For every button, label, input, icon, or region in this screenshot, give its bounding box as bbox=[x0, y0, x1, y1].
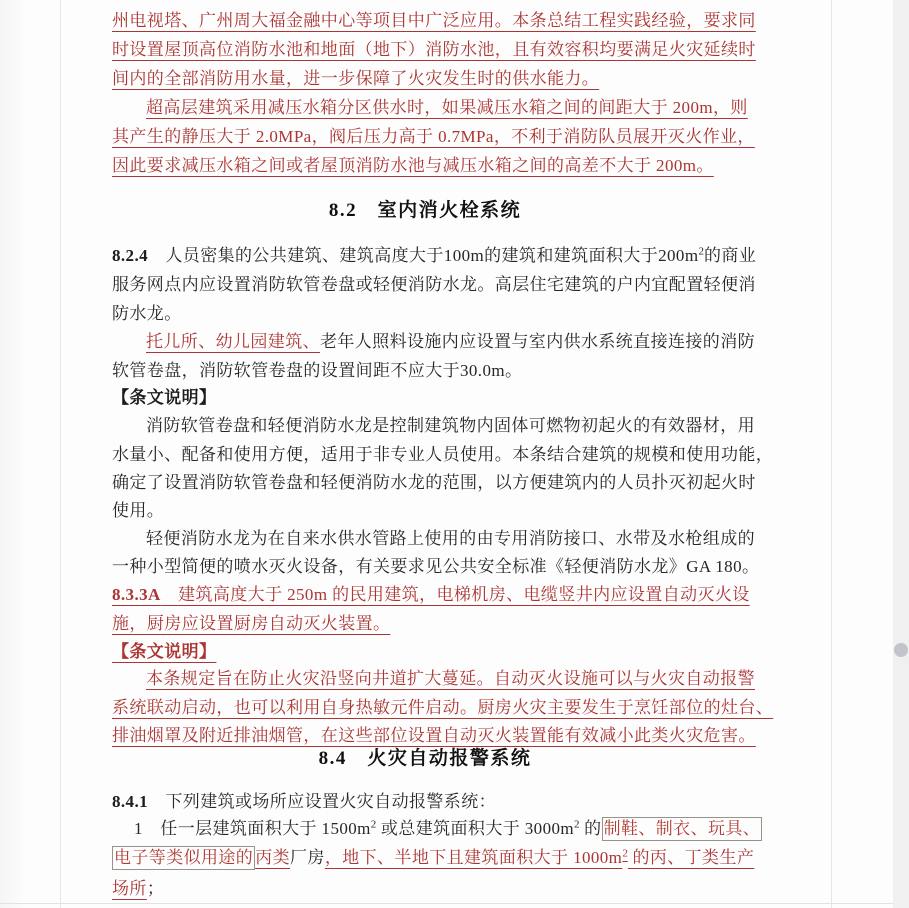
scrollbar-thumb[interactable] bbox=[894, 643, 908, 657]
text-segment: 时设置屋顶高位消防水池和地面（地下）消防水池，且有效容积均要满足火灾延续时 bbox=[112, 40, 756, 59]
text-line bbox=[112, 383, 738, 412]
text-segment: 软管卷盘，消防软管卷盘的设置间距不应大于30.0m。 bbox=[112, 361, 523, 380]
text-line bbox=[112, 270, 756, 299]
text-line bbox=[112, 241, 757, 270]
text-line bbox=[112, 664, 772, 693]
text-line bbox=[112, 609, 738, 638]
text-segment: 托儿所、幼儿园建筑、 bbox=[146, 332, 320, 351]
text-line bbox=[112, 93, 772, 122]
text-segment: 或总建筑面积大于 3000m bbox=[376, 819, 575, 838]
text-line bbox=[112, 787, 738, 816]
text-segment: 【条文说明】 bbox=[112, 388, 217, 407]
text-segment: 的丙、丁类生产 bbox=[627, 848, 755, 867]
text-segment: 下列建筑或场所应设置火灾自动报警系统： bbox=[148, 792, 496, 811]
scrollbar-track bbox=[893, 0, 909, 908]
text-line bbox=[112, 151, 738, 180]
text-segment: 因此要求减压水箱之间或者屋顶消防水池与减压水箱之间的高差不大于 200m。 bbox=[112, 156, 714, 175]
text-line bbox=[112, 637, 738, 666]
text-segment: 制鞋、制衣、玩具、 bbox=[602, 817, 763, 841]
text-line bbox=[112, 468, 756, 497]
text-segment: 2 bbox=[698, 245, 704, 258]
text-line bbox=[112, 122, 755, 151]
text-segment: 电子等类似用途的 bbox=[112, 846, 255, 870]
text-segment: 建筑高度大于 250m 的民用建筑，电梯机房、电缆竖井内应设置自动灭火设 bbox=[160, 585, 750, 604]
text-segment: 使用。 bbox=[112, 501, 165, 520]
text-segment: 老年人照料设施内应设置与室内供水系统直接连接的消防 bbox=[320, 332, 755, 351]
text-segment: 一种小型简便的喷水灭火设备，有关要求见公共安全标准《轻便消防水龙》GA 180。 bbox=[112, 557, 760, 576]
text-segment: 施，厨房应设置厨房自动灭火装置。 bbox=[112, 614, 391, 633]
text-segment: 8.4.1 bbox=[112, 792, 148, 811]
text-segment: 【条文说明】 bbox=[112, 642, 217, 661]
text-segment: 间内的全部消防用水量，进一步保障了火灾发生时的供水能力。 bbox=[112, 69, 600, 88]
text-line bbox=[112, 411, 772, 440]
text-segment: 轻便消防水龙为在自来水供水管路上使用的由专用消防接口、水带及水枪组成的 bbox=[146, 529, 755, 548]
text-segment: 消防软管卷盘和轻便消防水龙是控制建筑物内固体可燃物初起火的有效器材，用 bbox=[146, 416, 755, 435]
text-line bbox=[112, 580, 750, 609]
text-segment: 州电视塔、广州周大福金融中心等项目中广泛应用。本条总结工程实践经验，要求同 bbox=[112, 11, 756, 30]
text-segment: 确定了设置消防软管卷盘和轻便消防水龙的范围，以方便建筑内的人员扑灭初起火时 bbox=[112, 473, 756, 492]
text-line bbox=[112, 35, 756, 64]
text-line bbox=[112, 496, 738, 525]
text-segment: 8.2 室内消火栓系统 bbox=[328, 200, 522, 221]
text-segment: 丙类 bbox=[255, 848, 291, 867]
text-segment: 8.3.3A bbox=[112, 585, 161, 604]
text-line bbox=[112, 356, 738, 385]
text-line bbox=[112, 64, 738, 93]
text-line bbox=[112, 524, 772, 553]
text-line bbox=[112, 693, 774, 722]
text-line bbox=[112, 440, 774, 469]
text-segment: 水量小、配备和使用方便，适用于非专业人员使用。本条结合建筑的规模和使用功能， bbox=[112, 445, 774, 464]
text-line bbox=[112, 552, 760, 581]
text-segment: 2 bbox=[574, 818, 580, 831]
text-segment: 8.4 火灾自动报警系统 bbox=[318, 748, 532, 769]
text-segment: 本条规定旨在防止火灾沿竖向井道扩大蔓延。自动灭火设施可以与火灾自动报警 bbox=[146, 669, 755, 688]
text-segment: 人员密集的公共建筑、建筑高度大于100m的建筑和建筑面积大于200m bbox=[148, 246, 699, 265]
text-segment: 的 bbox=[579, 819, 602, 838]
text-segment: 场所 bbox=[112, 879, 147, 898]
text-segment: ； bbox=[146, 879, 165, 898]
text-line bbox=[112, 814, 760, 843]
text-segment: ，地下、半地下且建筑面积大于 1000m bbox=[324, 848, 623, 867]
text-line bbox=[112, 874, 738, 903]
section-heading bbox=[112, 196, 738, 225]
text-segment: 服务网点内应设置消防软管卷盘或轻便消防水龙。高层住宅建筑的户内宜配置轻便消 bbox=[112, 275, 756, 294]
section-heading bbox=[112, 744, 738, 773]
text-line bbox=[112, 299, 738, 328]
text-line bbox=[112, 843, 755, 872]
text-segment: 防水龙。 bbox=[112, 304, 182, 323]
text-segment: 超高层建筑采用减压水箱分区供水时，如果减压水箱之间的间距大于 200m，则 bbox=[146, 98, 748, 117]
text-segment: 8.2.4 bbox=[112, 246, 148, 265]
text-segment: 厂房 bbox=[290, 848, 325, 867]
text-line bbox=[112, 6, 756, 35]
text-segment: 其产生的静压大于 2.0MPa，阀后压力高于 0.7MPa，不利于消防队员展开灭火作业， bbox=[112, 127, 755, 146]
text-segment: 1 任一层建筑面积大于 1500m bbox=[134, 819, 371, 838]
text-segment: 排油烟罩及附近排油烟管，在这些部位设置自动灭火装置能有效减小此类火灾危害。 bbox=[112, 726, 756, 745]
text-segment: 2 bbox=[622, 847, 628, 860]
text-line bbox=[112, 327, 772, 356]
text-segment: 的商业 bbox=[703, 246, 757, 265]
text-segment: 系统联动启动，也可以利用自身热敏元件启动。厨房火灾主要发生于烹饪部位的灶台、 bbox=[112, 698, 774, 717]
text-segment: 2 bbox=[370, 818, 377, 831]
